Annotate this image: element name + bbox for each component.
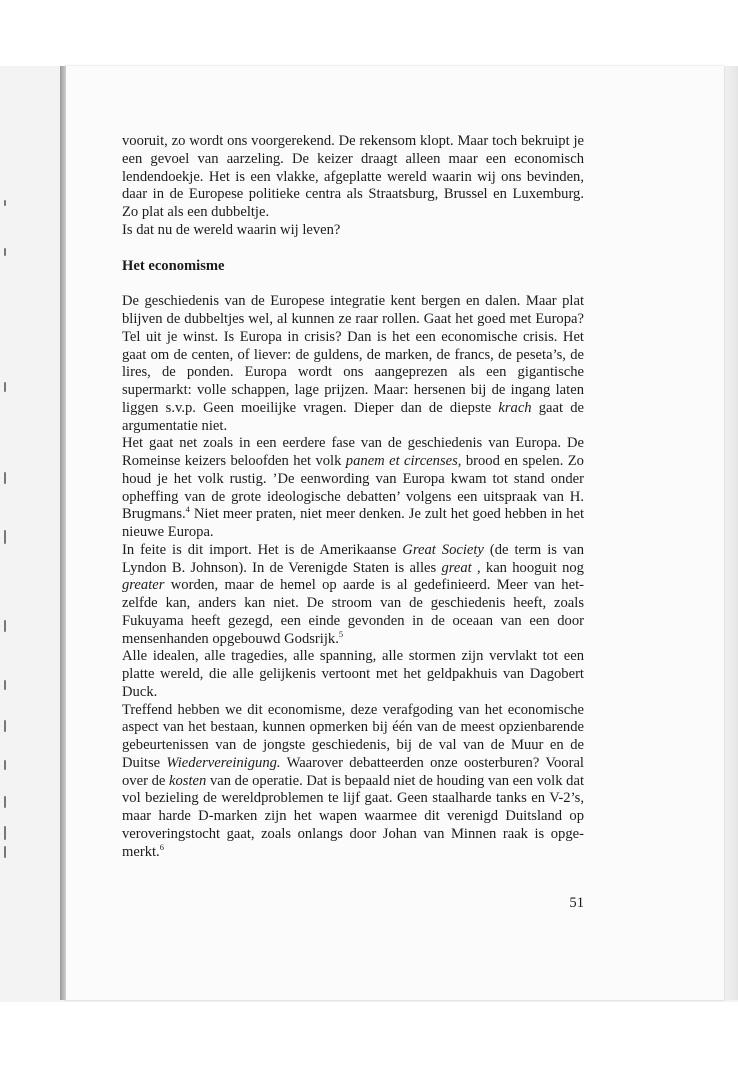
text-run: Waarover debatteerden onze oosterburen? Vooral over de bbox=[122, 754, 584, 789]
text-run: van de operatie. Dat is bepaald niet de houding van een volk dat vol bezieling de wereldproblemen te lijf gaat. Geen staalharde tanks en V-2’s, maar harde D-marken zijn het wapen waarmee dit verenigd Duitsland op veroveringstocht gaat, zoals onlangs door Johan van Minnen raak is opge-merkt. bbox=[122, 772, 585, 860]
text-run: , kan hooguit nog bbox=[471, 559, 584, 576]
paragraph bbox=[122, 133, 584, 222]
paragraph bbox=[122, 293, 584, 435]
italic-text: Great Society bbox=[402, 541, 484, 558]
section-heading: Het economisme bbox=[122, 257, 225, 274]
text-run: Het gaat net zoals in een eerdere fase van de geschiedenis van Europa. De Romeinse keizers beloofden het volk bbox=[122, 435, 584, 469]
paragraph bbox=[122, 435, 584, 542]
text-run: Is dat nu de wereld waarin wij leven? bbox=[122, 221, 341, 238]
text-run: Niet meer praten, niet meer denken. Je zult het goed hebben in het nieuwe Europa. bbox=[122, 506, 584, 540]
text-run: vooruit, zo wordt ons voorgerekend. De rekensom klopt. Maar toch bekruipt je een gevoel van aarzeling. De keizer draagt alleen maar een economisch lendendoekje. Het is een vlakke, afgeplatte wereld waarin wij ons bevinden, daar in de Europese politieke centra als Straatsburg, Brussel en Luxemburg. Zo plat als een dubbeltje. bbox=[122, 133, 584, 220]
italic-text: kosten bbox=[169, 772, 207, 789]
footnote-ref: 4 bbox=[185, 504, 190, 515]
text-run: De geschiedenis van de Europese integratie kent bergen en dalen. Maar plat blijven de dubbeltjes wel, al kunnen ze raar rollen. Gaat het goed met Europa? Tel uit je winst. Is Europa in crisis? Dan is het een economische crisis. Het gaat om de centen, of liever: de guldens, de marken, de francs, de peseta’s, de lires, de ponden. Europa wordt ons aangeprezen als een gigantische supermarkt: volle schappen, lage prijzen. Maar: hersenen bij de ingang laten liggen s.v.p. Geen moeilijke vragen. Dieper dan de diepste bbox=[122, 293, 584, 416]
paragraph bbox=[122, 702, 584, 862]
text-run: Treffend hebben we dit economisme, deze verafgoding van het economische aspect van het bestaan, kunnen opmerken bij één van de meest opzienbarende gebeurtenissen van de jongste geschiedenis, bij de val van de Muur en de Duitse bbox=[122, 701, 584, 771]
text-run: Alle idealen, alle tragedies, alle spanning, alle stormen zijn vervlakt tot een platte wereld, die alle gelijkenis vertoont met het geldpakhuis van Dagobert Duck. bbox=[122, 648, 584, 700]
paragraph bbox=[122, 648, 584, 701]
footnote-ref: 6 bbox=[159, 841, 164, 852]
text-run: In feite is dit import. Het is de Amerikaanse bbox=[122, 541, 403, 558]
adjacent-page-marks bbox=[4, 200, 14, 900]
footnote-ref: 5 bbox=[338, 628, 344, 639]
page-binding-shadow bbox=[60, 66, 66, 1000]
intro-paragraphs bbox=[122, 133, 584, 240]
italic-text: Wiedervereinigung. bbox=[166, 754, 281, 771]
italic-text: great bbox=[441, 559, 472, 576]
text-run: brood en spelen. Zo houd je het volk rustig. ’De eenwording van Europa kwam tot stand onder opheffing van de grote ideologische debatten’ volgens een uitspraak van H. Brugmans. bbox=[122, 453, 584, 523]
paragraph bbox=[122, 542, 584, 649]
text-run: worden, maar de hemel op aarde is al gedefinieerd. Meer van het-zelfde kan, anders kan niet. De stroom van de geschiedenis heeft, zoals Fukuyama heeft gezegd, een einde gevonden in de oceaan van een door mensenhanden opgebouwd Godsrijk. bbox=[122, 577, 584, 647]
text-run: (de term is van Lyndon B. Johnson). In de Verenigde Staten is alles bbox=[122, 541, 584, 576]
page-number: 51 bbox=[569, 895, 584, 911]
section-body bbox=[122, 293, 584, 861]
text-run: gaat de argumentatie niet. bbox=[122, 399, 584, 434]
italic-text: panem et circenses, bbox=[345, 453, 462, 469]
page-text bbox=[122, 133, 584, 861]
italic-text: greater bbox=[122, 577, 165, 594]
italic-text: krach bbox=[498, 399, 532, 416]
paragraph bbox=[122, 222, 584, 240]
